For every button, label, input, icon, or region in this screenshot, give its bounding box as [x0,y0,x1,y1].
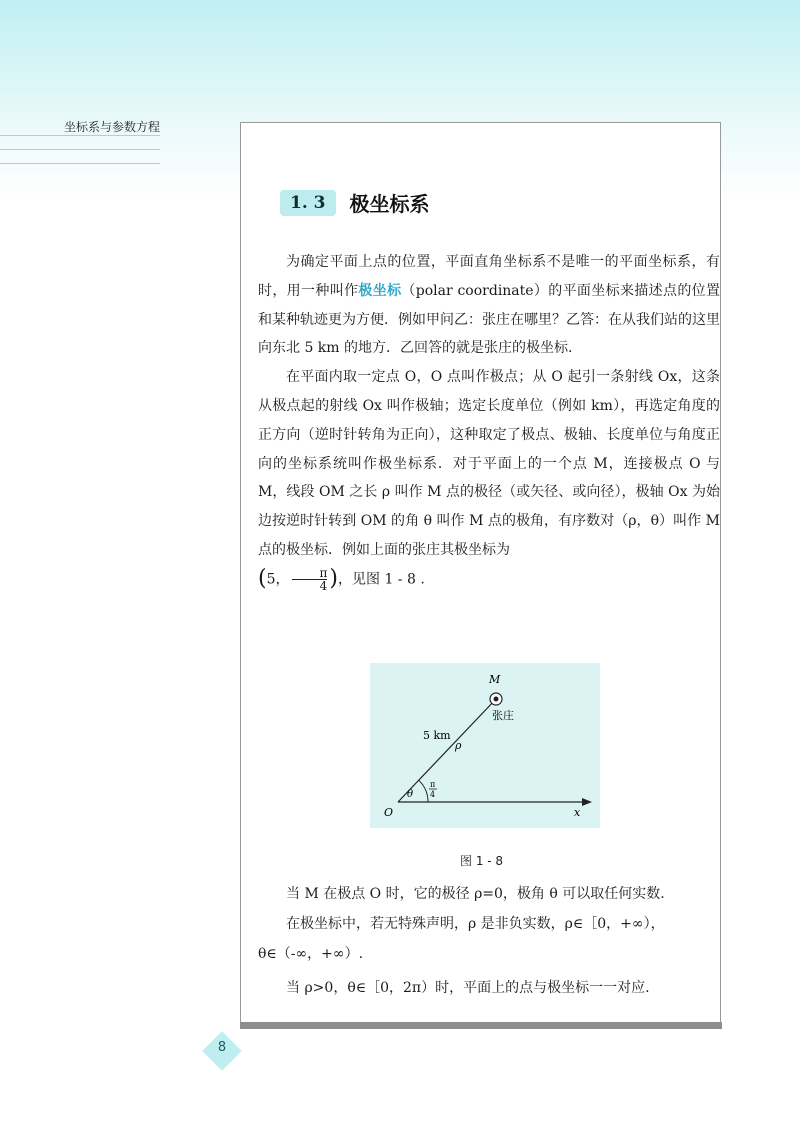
header-rule [0,163,160,164]
content-frame-bottom-bar [240,1022,722,1029]
distance-label: 5 km [423,729,451,742]
paragraph-definition [258,363,720,594]
main-text [258,248,720,594]
point-dot-icon [494,697,499,702]
origin-label: O [384,806,394,819]
lower-text [258,879,720,1003]
section-number: 1. 3 [280,190,336,216]
section-heading [280,188,430,217]
angle-arc [419,780,428,802]
paragraph-origin-case: 当 M 在极点 O 时，它的极径 ρ=0，极角 θ 可以取任何实数. [286,886,665,902]
polar-diagram [370,663,600,828]
running-head: 坐标系与参数方程 [64,120,161,134]
paragraph-domain-line1: 在极坐标中，若无特殊声明，ρ 是非负实数，ρ∈［0，+∞）， [286,916,665,932]
fraction-denominator: 4 [292,579,328,592]
coord-value: 5， [266,571,290,588]
paragraph-one-to-one: 当 ρ>0，θ∈［0，2π）时，平面上的点与极坐标一一对应. [286,980,650,996]
place-label: 张庄 [492,709,514,722]
page-number: 8 [217,1040,227,1055]
segment-om [398,699,496,802]
figure-1-8 [370,663,600,828]
fraction-numerator: π [319,565,328,580]
header-rule [0,135,160,136]
angle-numerator: π [430,780,436,789]
theta-label: θ [407,789,414,800]
paragraph-text: 在平面内取一定点 O，O 点叫作极点；从 O 起引一条射线 Ox，这条从极点起的射线 Ox 叫作极轴；选定长度单位（例如 km），再选定角度的正方向（逆时针转角为正向），这种取定了极点、极轴、长度单位与角度正向的坐标系统叫作极坐标系．对于平面上的一个点 M，连接极点 O 与 M，线段 OM 之长 ρ 叫作 M 点的极径（或矢径、或向径），极轴 Ox 为始边按逆时针转到 OM 的角 θ 叫作 M 点的极角，有序数对（ρ，θ）叫作 M 点的极坐标．例如上面的张庄其极坐标为 [258,369,720,558]
paren-close: ) [329,565,338,591]
fraction-pi-over-4 [292,567,328,592]
axis-label-x: x [574,806,581,819]
paren-open: ( [258,565,267,591]
section-title: 极坐标系 [349,192,430,216]
rho-label: ρ [455,739,462,752]
paragraph-text: ，见图 1 - 8 . [338,571,425,588]
keyword-polar-coordinate: 极坐标 [358,282,402,299]
figure-caption: 图 1 - 8 [460,854,504,868]
paragraph-text: （polar coordinate）的平面坐标来描述点的位置和某种轨迹更为方便．例如甲问乙：张庄在哪里？乙答：在从我们站的这里向东北 5 km 的地方．乙回答的就是张庄的极坐标. [258,282,721,357]
angle-denominator: 4 [430,790,436,799]
paragraph-domain-line2: θ∈（-∞，+∞）. [258,946,364,962]
point-label-m: M [489,673,501,686]
arrow-icon [582,798,592,806]
header-rule [0,149,160,150]
paragraph-text: 为确定平面上点的位置，平面直角坐标系不是唯一的平面坐标系，有时，用一种叫作 [258,254,720,299]
paragraph-intro [258,248,720,363]
